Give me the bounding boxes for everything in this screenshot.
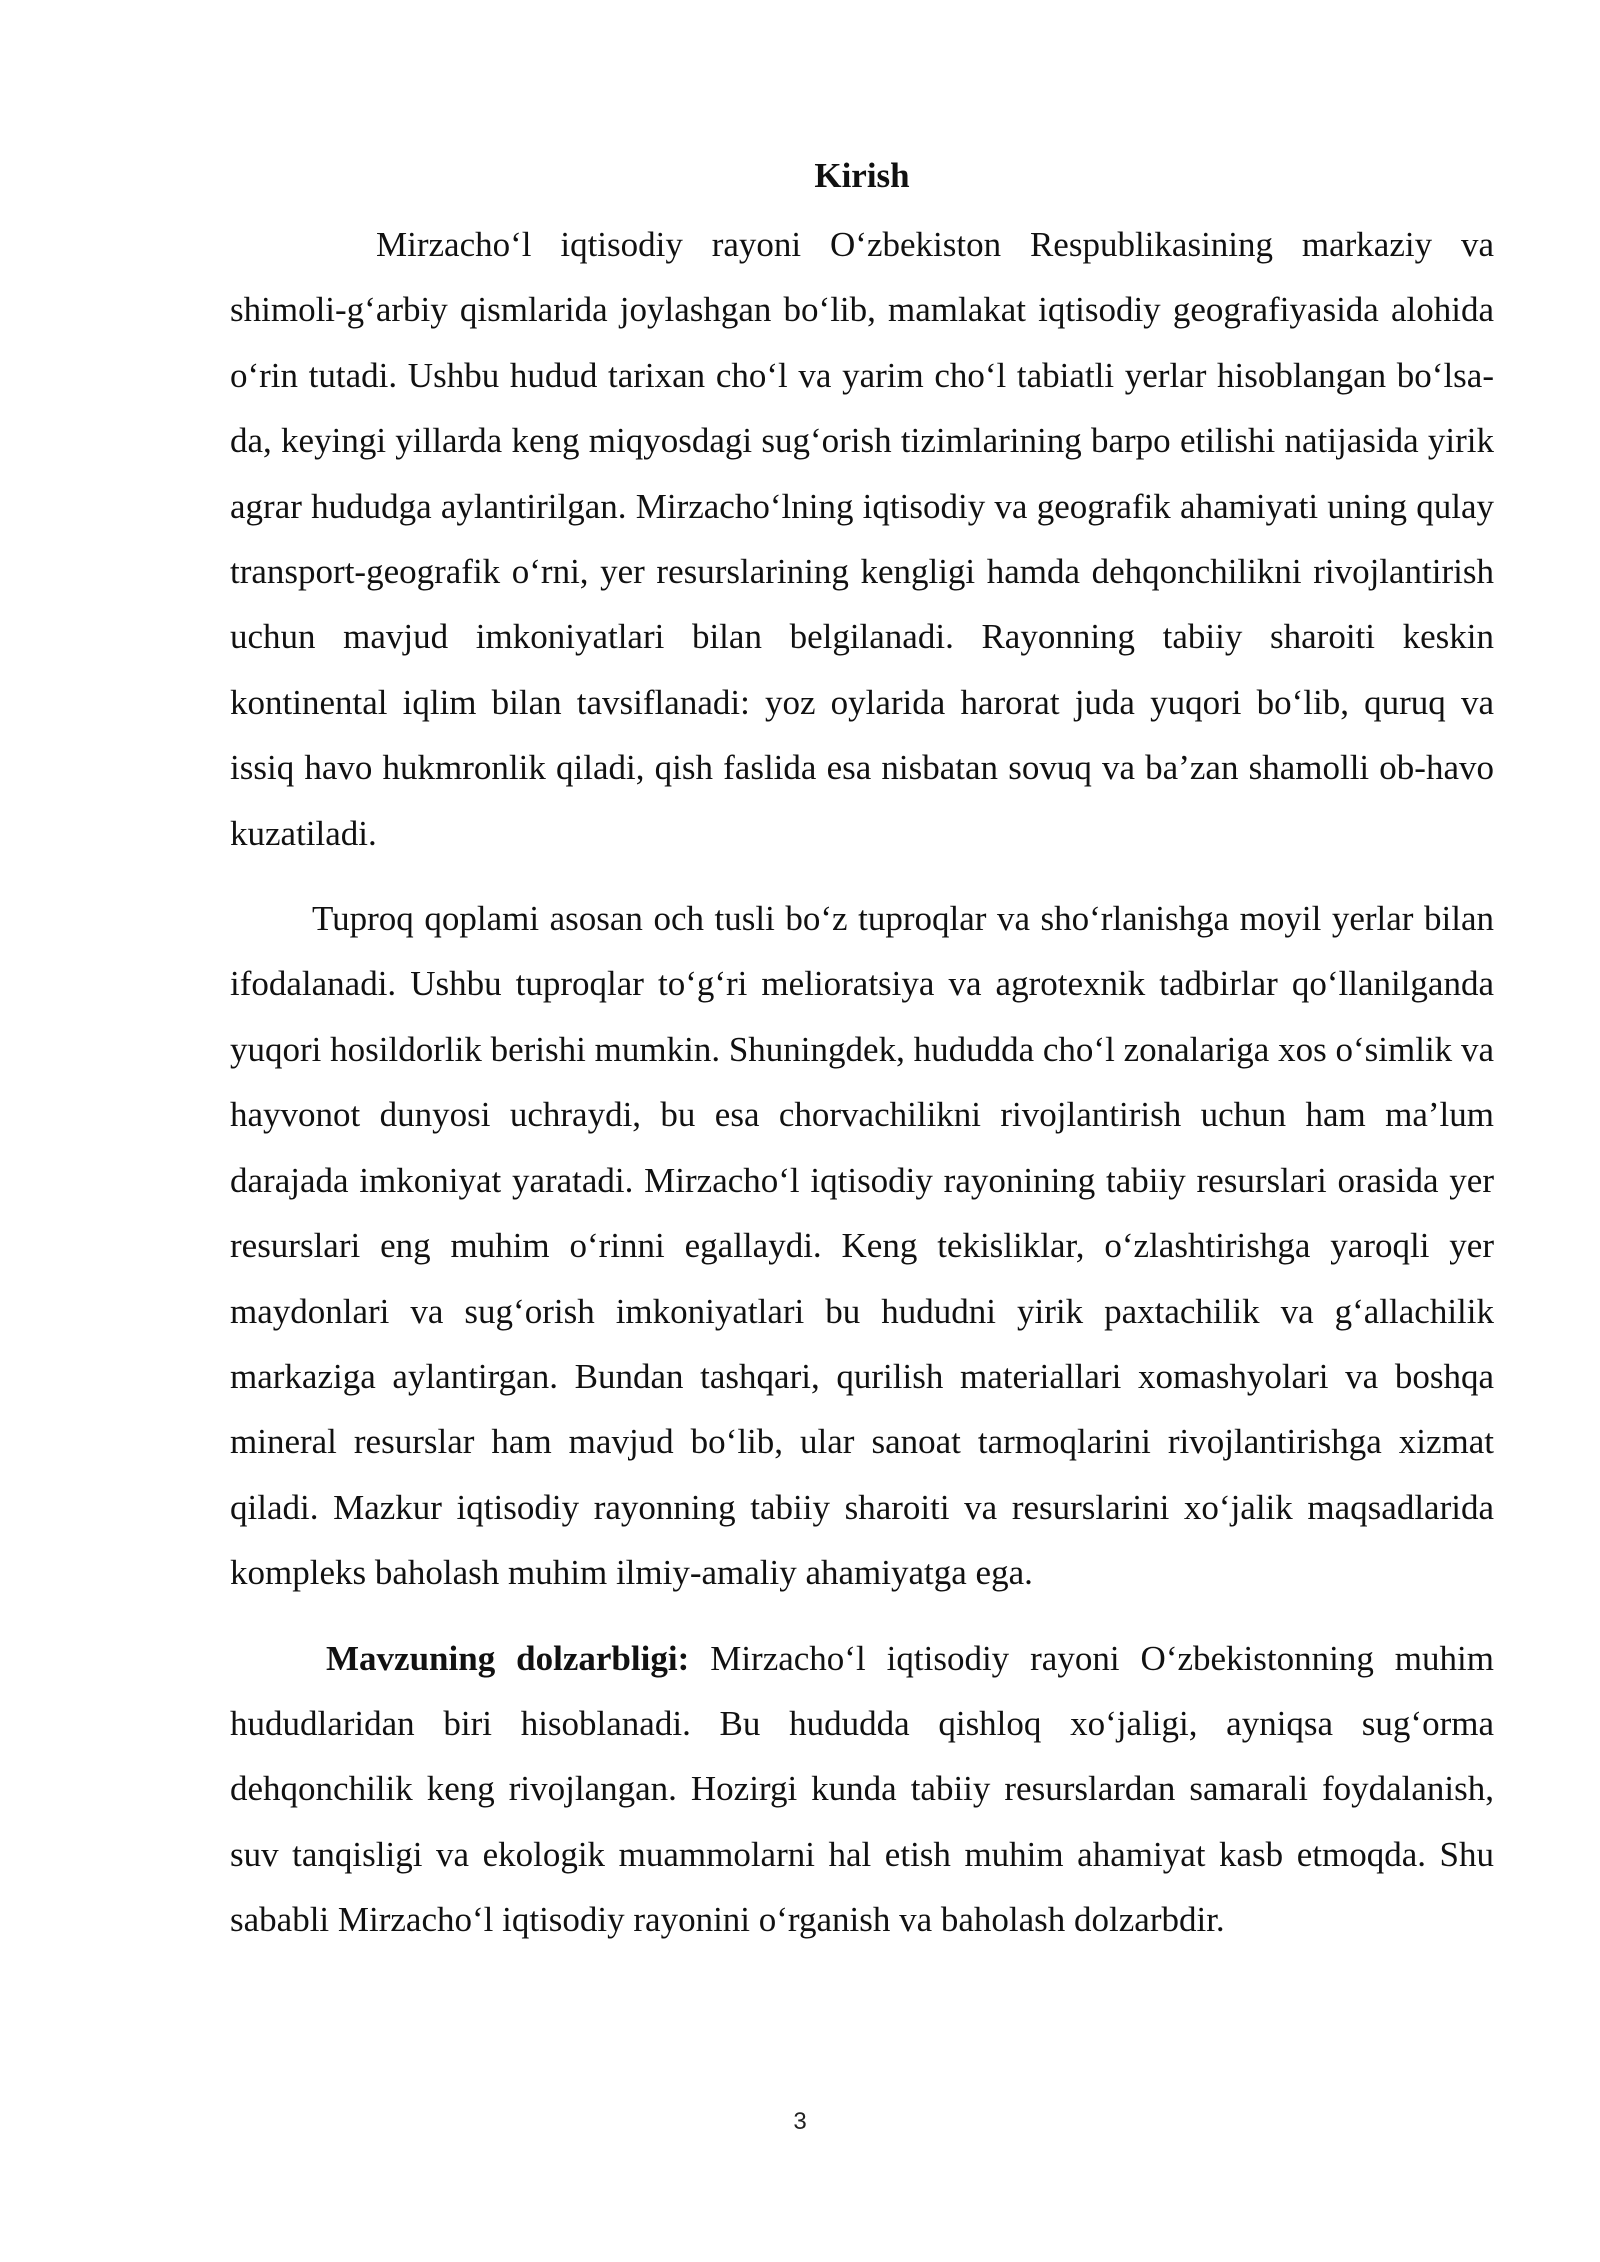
page-number: 3 [793, 2108, 807, 2135]
page-content [230, 148, 1494, 1953]
paragraph-introduction: Mirzacho‘l iqtisodiy rayoni O‘zbekiston Respublikasining markaziy va shimoli-g‘arbiy qismlarida joylashgan bo‘lib, mamlakat iqtisodiy geografiyasida alohida o‘rin tutadi. Ushbu hudud tarixan cho‘l va yarim cho‘l tabiatli yerlar hisoblangan bo‘lsa-da, keyingi yillarda keng miqyosdagi sug‘orish tizimlarining barpo etilishi natijasida yirik agrar hududga aylantirilgan. Mirzacho‘lning iqtisodiy va geografik ahamiyati uning qulay transport-geografik o‘rni, yer resurslarining kengligi hamda dehqonchilikni rivojlantirish uchun mavjud imkoniyatlari bilan belgilanadi. Rayonning tabiiy sharoiti keskin kontinental iqlim bilan tavsiflanadi: yoz oylarida harorat juda yuqori bo‘lib, quruq va issiq havo hukmronlik qiladi, qish faslida esa nisbatan sovuq va ba’zan shamolli ob-havo kuzatiladi. [230, 225, 1494, 853]
relevance-lead: Mavzuning dolzarbligi: [326, 1638, 690, 1678]
paragraph-relevance [230, 1626, 1494, 1953]
paragraph-soil-resources: Tuproq qoplami asosan och tusli bo‘z tuproqlar va sho‘rlanishga moyil yerlar bilan ifodalanadi. Ushbu tuproqlar to‘g‘ri melioratsiya va agrotexnik tadbirlar qo‘llanilganda yuqori hosildorlik berishi mumkin. Shuningdek, hududda cho‘l zonalariga xos o‘simlik va hayvonot dunyosi uchraydi, bu esa chorvachilikni rivojlantirish uchun ham ma’lum darajada imkoniyat yaratadi. Mirzacho‘l iqtisodiy rayonining tabiiy resurslari orasida yer resurslari eng muhim o‘rinni egallaydi. Keng tekisliklar, o‘zlashtirishga yaroqli yer maydonlari va sug‘orish imkoniyatlari bu hududni yirik paxtachilik va g‘allachilik markaziga aylantirgan. Bundan tashqari, qurilish materiallari xomashyolari va boshqa mineral resurslar ham mavjud bo‘lib, ular sanoat tarmoqlarini rivojlantirishga xizmat qiladi. Mazkur iqtisodiy rayonning tabiiy sharoiti va resurslarini xo‘jalik maqsadlarida kompleks baholash muhim ilmiy-amaliy ahamiyatga ega. [230, 899, 1494, 1593]
section-title: Kirish [814, 156, 910, 195]
relevance-text: Mirzacho‘l iqtisodiy rayoni O‘zbekistonning muhim hududlaridan biri hisoblanadi. Bu hududda qishloq xo‘jaligi, ayniqsa sug‘orma dehqonchilik keng rivojlangan. Hozirgi kunda tabiiy resurslardan samarali foydalanish, suv tanqisligi va ekologik muammolarni hal etish muhim ahamiyat kasb etmoqda. Shu sababli Mirzacho‘l iqtisodiy rayonini o‘rganish va baholash dolzarbdir. [230, 1638, 1494, 1940]
